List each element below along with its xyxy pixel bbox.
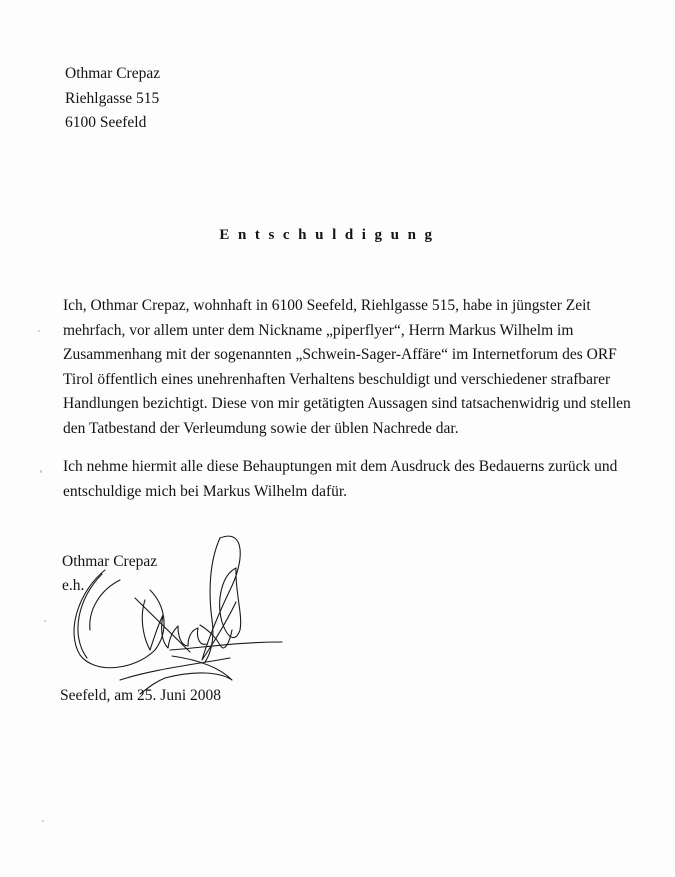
sender-address [65, 62, 160, 136]
signatory-name: Othmar Crepaz [62, 553, 158, 570]
paragraph-line: entschuldige mich bei Markus Wilhelm dafür. [63, 482, 348, 500]
paragraph-line: Tirol öffentlich eines unehrenhaften Verhaltens beschuldigt und verschiedener strafbarer [63, 370, 611, 388]
signature-note: e.h. [62, 577, 85, 594]
document-title: Entschuldigung [219, 227, 441, 243]
sender-street: Riehlgasse 515 [65, 89, 160, 107]
paragraph-retraction [63, 455, 617, 504]
scan-speck [38, 330, 40, 332]
sender-name: Othmar Crepaz [65, 65, 161, 82]
sender-city: 6100 Seefeld [65, 114, 147, 131]
place-date-line: Seefeld, am 25. Juni 2008 [60, 687, 222, 704]
handwritten-signature [60, 530, 300, 695]
paragraph-line: mehrfach, vor allem unter dem Nickname „piperflyer“, Herrn Markus Wilhelm im [63, 321, 574, 339]
scan-speck [42, 820, 44, 822]
paragraph-line: Ich, Othmar Crepaz, wohnhaft in 6100 Seefeld, Riehlgasse 515, habe in jüngster Zeit [63, 297, 591, 314]
paragraph-line: den Tatbestand der Verleumdung sowie der üblen Nachrede dar. [63, 419, 459, 437]
paragraph-line: Handlungen bezichtigt. Diese von mir getätigten Aussagen sind tatsachenwidrig und stellen [63, 395, 631, 413]
paragraph-line: Zusammenhang mit der sogenannten „Schwein-Sager-Affäre“ im Internetforum des ORF [63, 346, 617, 364]
paragraph-accusation [63, 294, 631, 442]
paragraph-line: Ich nehme hiermit alle diese Behauptungen mit dem Ausdruck des Bedauerns zurück und [63, 458, 618, 475]
scan-speck [44, 620, 46, 622]
scan-speck [40, 470, 42, 473]
